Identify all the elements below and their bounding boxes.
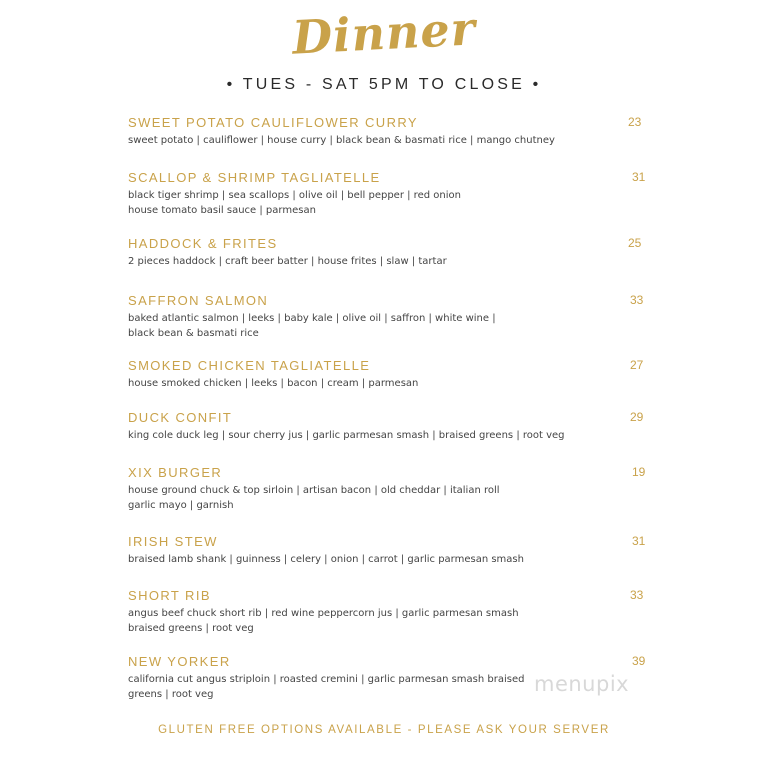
gluten-free-note: GLUTEN FREE OPTIONS AVAILABLE - PLEASE ASK YOUR SERVER [158,724,610,736]
item-description: house smoked chicken | leeks | bacon | cream | parmesan [128,378,419,389]
item-description: braised lamb shank | guinness | celery | onion | carrot | garlic parmesan smash [128,554,524,565]
item-name: XIX BURGER [128,465,223,480]
item-price: 33 [630,293,644,307]
menu-item-smoked-chicken [128,358,648,391]
item-description: black tiger shrimp | sea scallops | olive oil | bell pepper | red onion house tomato basil sauce | parmesan [128,190,461,216]
item-price: 31 [632,170,646,184]
item-name: SCALLOP & SHRIMP TAGLIATELLE [128,170,381,185]
menu-item-sweet-potato-curry [128,115,648,148]
menu-title: Dinner [290,1,478,65]
menu-item-haddock [128,236,648,269]
item-price: 25 [628,236,642,250]
menu-item-xix-burger [128,465,648,513]
item-price: 23 [628,115,642,129]
item-price: 31 [632,534,646,548]
item-name: DUCK CONFIT [128,410,233,425]
item-description: king cole duck leg | sour cherry jus | garlic parmesan smash | braised greens | root veg [128,430,565,441]
watermark-logo: menupix [534,672,630,696]
item-description: 2 pieces haddock | craft beer batter | house frites | slaw | tartar [128,256,447,267]
item-name: SHORT RIB [128,588,211,603]
menu-item-duck-confit [128,410,648,443]
item-price: 39 [632,654,646,668]
item-price: 27 [630,358,644,372]
item-name: HADDOCK & FRITES [128,236,278,251]
item-price: 33 [630,588,644,602]
item-name: SAFFRON SALMON [128,293,269,308]
menu-item-irish-stew [128,534,648,567]
item-description: sweet potato | cauliflower | house curry | black bean & basmati rice | mango chutney [128,135,555,146]
item-name: SMOKED CHICKEN TAGLIATELLE [128,358,371,373]
item-name: NEW YORKER [128,654,231,669]
service-hours: • TUES - SAT 5PM TO CLOSE • [226,76,542,93]
item-price: 19 [632,465,646,479]
item-description: california cut angus striploin | roasted cremini | garlic parmesan smash braised greens | root veg [128,674,525,700]
item-name: SWEET POTATO CAULIFLOWER CURRY [128,115,418,130]
item-description: baked atlantic salmon | leeks | baby kale | olive oil | saffron | white wine | black bean & basmati rice [128,313,496,339]
item-name: IRISH STEW [128,534,218,549]
item-description: angus beef chuck short rib | red wine peppercorn jus | garlic parmesan smash braised greens | root veg [128,608,519,634]
menu-item-scallop-shrimp [128,170,648,218]
item-description: house ground chuck & top sirloin | artisan bacon | old cheddar | italian roll garlic mayo | garnish [128,485,500,511]
item-price: 29 [630,410,644,424]
menu-item-short-rib [128,588,648,636]
menu-item-saffron-salmon [128,293,648,341]
